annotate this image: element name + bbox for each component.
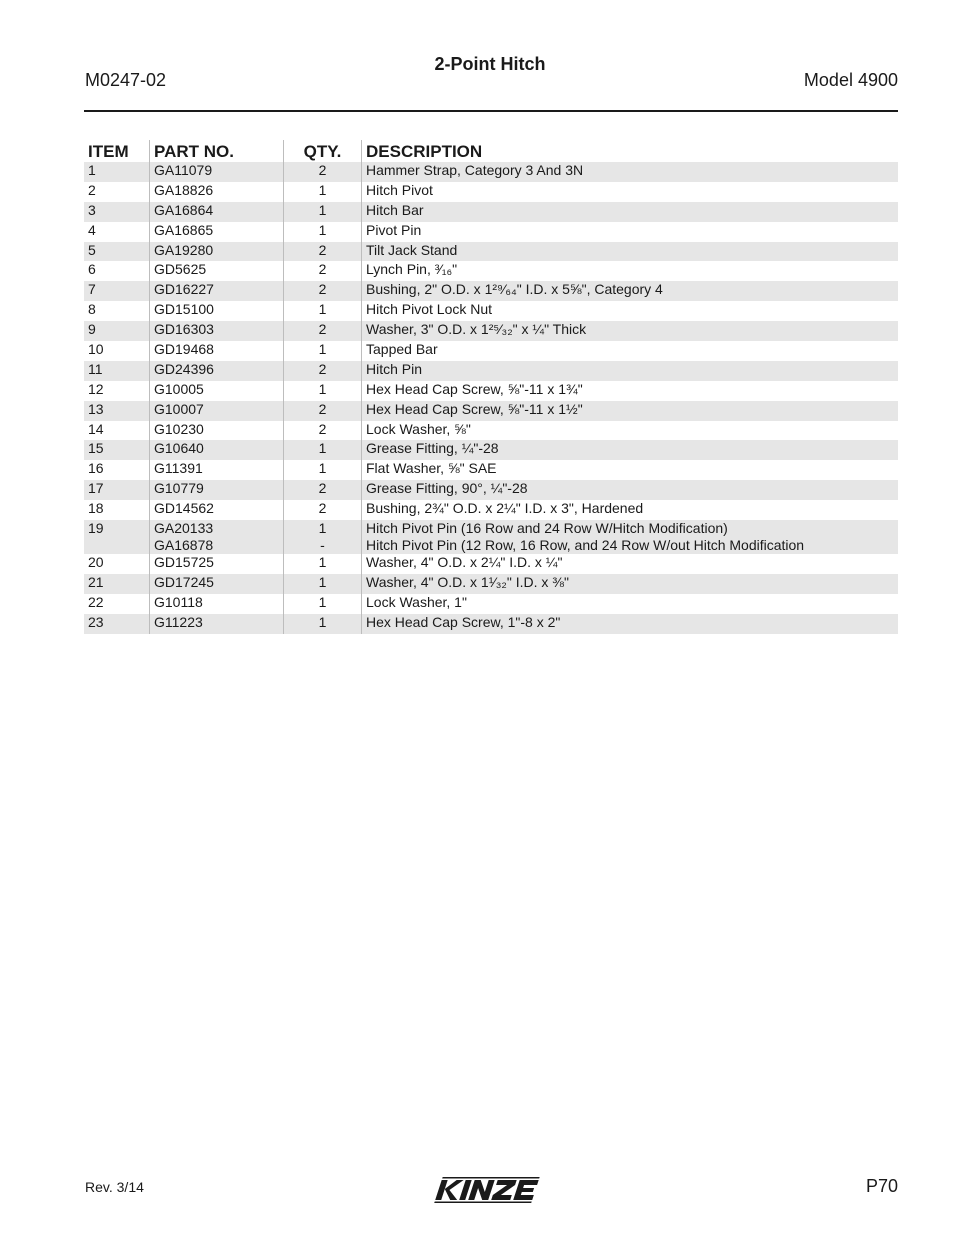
cell-item-value: 20 bbox=[88, 554, 104, 571]
cell-description-value: Hex Head Cap Screw, ⅝"-11 x 1½" bbox=[366, 400, 583, 417]
cell-item bbox=[84, 281, 150, 301]
cell-description bbox=[362, 202, 899, 222]
cell-part-no-value: GD16303 bbox=[154, 321, 214, 338]
cell-part-no bbox=[150, 401, 284, 421]
cell-qty-value: 1 bbox=[318, 520, 327, 537]
cell-part-no-value: GD16227 bbox=[154, 281, 214, 298]
cell-part-no bbox=[150, 421, 284, 441]
table-row bbox=[84, 182, 898, 202]
cell-description-value: Hitch Pin bbox=[366, 360, 423, 377]
cell-item-value: 9 bbox=[88, 321, 96, 338]
cell-part-no-value: G11391 bbox=[154, 460, 203, 477]
cell-qty-value: 2 bbox=[318, 360, 327, 377]
cell-description bbox=[362, 381, 899, 401]
cell-description bbox=[362, 222, 899, 242]
cell-qty-value: 2 bbox=[318, 480, 327, 497]
cell-qty-value: 2 bbox=[318, 162, 327, 178]
cell-description bbox=[362, 281, 899, 301]
cell-part-no bbox=[150, 480, 284, 500]
cell-qty-value: 1 bbox=[318, 554, 327, 571]
cell-qty-value: 1 bbox=[318, 201, 327, 218]
cell-description bbox=[362, 321, 899, 341]
cell-part-no-value: GD19468 bbox=[154, 341, 214, 358]
table-row bbox=[84, 381, 898, 401]
cell-item bbox=[84, 202, 150, 222]
cell-description-value: Tapped Bar bbox=[366, 341, 438, 358]
cell-description bbox=[362, 614, 899, 634]
kinze-logo bbox=[432, 1176, 550, 1204]
cell-qty-value-alt: - bbox=[320, 537, 325, 554]
table-row bbox=[84, 440, 898, 460]
cell-part-no-value-alt: GA16878 bbox=[154, 537, 214, 554]
cell-item-value: 3 bbox=[88, 201, 96, 218]
column-header-part-no: PART NO. bbox=[150, 140, 284, 162]
table-row bbox=[84, 520, 898, 554]
cell-item-value: 1 bbox=[88, 162, 96, 178]
cell-qty-value: 1 bbox=[318, 301, 327, 318]
cell-description-value: Lock Washer, ⅝" bbox=[366, 420, 471, 437]
cell-item bbox=[84, 222, 150, 242]
cell-item bbox=[84, 614, 150, 634]
cell-part-no-value: G10640 bbox=[154, 440, 204, 457]
cell-qty bbox=[284, 500, 362, 520]
cell-part-no-value: G11223 bbox=[154, 613, 203, 630]
table-row bbox=[84, 202, 898, 222]
cell-part-no bbox=[150, 321, 284, 341]
cell-item bbox=[84, 341, 150, 361]
model-label: Model 4900 bbox=[803, 70, 898, 90]
cell-part-no bbox=[150, 361, 284, 381]
cell-item bbox=[84, 361, 150, 381]
cell-part-no-value: GD17245 bbox=[154, 573, 214, 590]
cell-item-value: 6 bbox=[88, 261, 96, 278]
cell-qty bbox=[284, 480, 362, 500]
table-row bbox=[84, 361, 898, 381]
cell-description bbox=[362, 594, 899, 614]
cell-qty bbox=[284, 460, 362, 480]
cell-qty-value: 1 bbox=[318, 460, 327, 477]
cell-item bbox=[84, 500, 150, 520]
cell-description-value: Lock Washer, 1" bbox=[366, 593, 467, 610]
column-header-qty: QTY. bbox=[284, 140, 362, 162]
cell-description bbox=[362, 401, 899, 421]
cell-qty-value: 1 bbox=[318, 341, 327, 358]
cell-part-no-value: GA18826 bbox=[154, 181, 214, 198]
cell-part-no bbox=[150, 574, 284, 594]
cell-item bbox=[84, 381, 150, 401]
header-divider bbox=[84, 110, 898, 112]
cell-item bbox=[84, 460, 150, 480]
table-row bbox=[84, 554, 898, 574]
cell-item-value: 18 bbox=[88, 500, 104, 517]
cell-description-value: Washer, 4" O.D. x 2¼" I.D. x ¼" bbox=[366, 554, 563, 571]
cell-qty bbox=[284, 520, 362, 554]
parts-table-body bbox=[84, 162, 898, 634]
cell-part-no bbox=[150, 554, 284, 574]
cell-item bbox=[84, 594, 150, 614]
cell-description-value: Hitch Pivot Pin (16 Row and 24 Row W/Hitch Modification) bbox=[366, 520, 728, 537]
cell-description bbox=[362, 421, 899, 441]
cell-item-value: 19 bbox=[88, 520, 104, 537]
cell-description bbox=[362, 261, 899, 281]
cell-description-value: Bushing, 2¾" O.D. x 2¼" I.D. x 3", Hardened bbox=[366, 500, 644, 517]
cell-item-value: 8 bbox=[88, 301, 96, 318]
cell-description-value: Lynch Pin, ³⁄₁₆" bbox=[366, 261, 458, 278]
cell-description bbox=[362, 520, 899, 554]
cell-part-no bbox=[150, 460, 284, 480]
document-number: M0247-02 bbox=[85, 70, 167, 90]
cell-qty bbox=[284, 242, 362, 262]
parts-table bbox=[84, 140, 898, 634]
table-row bbox=[84, 594, 898, 614]
cell-description-value: Hex Head Cap Screw, 1"-8 x 2" bbox=[366, 613, 561, 630]
cell-part-no bbox=[150, 242, 284, 262]
cell-item-value: 23 bbox=[88, 613, 104, 630]
cell-qty bbox=[284, 401, 362, 421]
page-number: P70 bbox=[865, 1176, 898, 1196]
cell-qty bbox=[284, 281, 362, 301]
cell-qty bbox=[284, 614, 362, 634]
column-header-description: DESCRIPTION bbox=[362, 140, 899, 162]
cell-item bbox=[84, 321, 150, 341]
cell-part-no bbox=[150, 162, 284, 182]
cell-part-no-value: G10779 bbox=[154, 480, 204, 497]
cell-qty-value: 1 bbox=[318, 593, 327, 610]
cell-item-value: 7 bbox=[88, 281, 96, 298]
cell-description-value: Tilt Jack Stand bbox=[366, 241, 458, 258]
cell-part-no-value: GD14562 bbox=[154, 500, 214, 517]
cell-qty-value: 1 bbox=[318, 380, 327, 397]
cell-qty bbox=[284, 341, 362, 361]
cell-item bbox=[84, 554, 150, 574]
cell-part-no bbox=[150, 341, 284, 361]
cell-item-value: 15 bbox=[88, 440, 104, 457]
cell-item-value: 21 bbox=[88, 573, 104, 590]
cell-qty bbox=[284, 261, 362, 281]
cell-item bbox=[84, 182, 150, 202]
cell-qty bbox=[284, 574, 362, 594]
cell-qty bbox=[284, 321, 362, 341]
cell-description-value: Hitch Pivot bbox=[366, 181, 433, 198]
cell-qty bbox=[284, 202, 362, 222]
cell-description-value: Hitch Pivot Lock Nut bbox=[366, 301, 493, 318]
cell-description-value: Washer, 3" O.D. x 1²⁵⁄₃₂" x ¼" Thick bbox=[366, 321, 587, 338]
cell-description-value: Grease Fitting, 90°, ¼"-28 bbox=[366, 480, 528, 497]
cell-part-no-value: G10230 bbox=[154, 420, 204, 437]
cell-qty-value: 2 bbox=[318, 500, 327, 517]
cell-item bbox=[84, 242, 150, 262]
table-row bbox=[84, 341, 898, 361]
cell-item-value: 4 bbox=[88, 221, 96, 238]
cell-qty-value: 2 bbox=[318, 400, 327, 417]
table-row bbox=[84, 301, 898, 321]
cell-description-value: Hitch Bar bbox=[366, 201, 424, 218]
cell-part-no-value: GD24396 bbox=[154, 360, 214, 377]
table-row bbox=[84, 222, 898, 242]
cell-part-no bbox=[150, 440, 284, 460]
cell-part-no-value: GA20133 bbox=[154, 520, 214, 537]
cell-description bbox=[362, 500, 899, 520]
cell-part-no bbox=[150, 614, 284, 634]
table-row bbox=[84, 500, 898, 520]
cell-part-no bbox=[150, 520, 284, 554]
cell-description bbox=[362, 554, 899, 574]
cell-part-no bbox=[150, 594, 284, 614]
cell-description bbox=[362, 341, 899, 361]
cell-part-no bbox=[150, 202, 284, 222]
cell-qty bbox=[284, 594, 362, 614]
table-row bbox=[84, 574, 898, 594]
cell-description-value: Pivot Pin bbox=[366, 221, 422, 238]
cell-part-no-value: GA11079 bbox=[154, 162, 213, 178]
cell-item-value: 12 bbox=[88, 380, 104, 397]
cell-description-value: Flat Washer, ⅝" SAE bbox=[366, 460, 497, 477]
page-title: 2-Point Hitch bbox=[434, 54, 546, 74]
cell-part-no bbox=[150, 182, 284, 202]
revision-label: Rev. 3/14 bbox=[85, 1179, 144, 1195]
cell-description bbox=[362, 574, 899, 594]
table-row bbox=[84, 242, 898, 262]
column-header-item: ITEM bbox=[88, 142, 129, 161]
cell-part-no bbox=[150, 500, 284, 520]
cell-description-value: Grease Fitting, ¼"-28 bbox=[366, 440, 499, 457]
cell-part-no-value: GA16865 bbox=[154, 221, 214, 238]
cell-description bbox=[362, 182, 899, 202]
cell-qty-value: 1 bbox=[318, 440, 327, 457]
cell-qty bbox=[284, 440, 362, 460]
cell-description-value: Hammer Strap, Category 3 And 3N bbox=[366, 162, 584, 178]
cell-description bbox=[362, 440, 899, 460]
cell-qty bbox=[284, 162, 362, 182]
cell-item-value: 14 bbox=[88, 420, 104, 437]
table-row bbox=[84, 281, 898, 301]
cell-part-no-value: G10007 bbox=[154, 400, 204, 417]
table-row bbox=[84, 614, 898, 634]
cell-description-value: Bushing, 2" O.D. x 1²⁹⁄₆₄" I.D. x 5⅝", Category 4 bbox=[366, 281, 663, 298]
cell-qty bbox=[284, 222, 362, 242]
cell-qty bbox=[284, 361, 362, 381]
cell-part-no-value: G10005 bbox=[154, 380, 204, 397]
table-row bbox=[84, 421, 898, 441]
cell-item bbox=[84, 574, 150, 594]
cell-part-no-value: GD15100 bbox=[154, 301, 214, 318]
cell-part-no-value: GA19280 bbox=[154, 241, 214, 258]
cell-qty-value: 1 bbox=[318, 573, 327, 590]
cell-qty-value: 2 bbox=[318, 261, 327, 278]
cell-item-value: 11 bbox=[88, 360, 103, 377]
table-row bbox=[84, 261, 898, 281]
cell-qty-value: 2 bbox=[318, 241, 327, 258]
cell-qty-value: 2 bbox=[318, 281, 327, 298]
cell-part-no-value: GA16864 bbox=[154, 201, 214, 218]
cell-item bbox=[84, 440, 150, 460]
cell-item-value: 22 bbox=[88, 593, 104, 610]
cell-part-no bbox=[150, 222, 284, 242]
cell-description bbox=[362, 361, 899, 381]
cell-part-no-value: G10118 bbox=[154, 593, 203, 610]
cell-item bbox=[84, 401, 150, 421]
cell-part-no bbox=[150, 381, 284, 401]
table-header-row bbox=[84, 140, 898, 162]
cell-description bbox=[362, 162, 899, 182]
cell-item-value: 16 bbox=[88, 460, 104, 477]
cell-part-no bbox=[150, 261, 284, 281]
cell-item bbox=[84, 480, 150, 500]
cell-part-no-value: GD15725 bbox=[154, 554, 214, 571]
cell-description-value: Washer, 4" O.D. x 1¹⁄₃₂" I.D. x ⅜" bbox=[366, 573, 569, 590]
cell-description bbox=[362, 480, 899, 500]
cell-description-value-alt: Hitch Pivot Pin (12 Row, 16 Row, and 24 Row W/out Hitch Modification bbox=[366, 537, 805, 554]
cell-description bbox=[362, 460, 899, 480]
cell-part-no bbox=[150, 281, 284, 301]
cell-qty bbox=[284, 381, 362, 401]
cell-item bbox=[84, 261, 150, 281]
cell-qty-value: 2 bbox=[318, 321, 327, 338]
cell-item-value: 13 bbox=[88, 400, 104, 417]
cell-item bbox=[84, 421, 150, 441]
cell-description-value: Hex Head Cap Screw, ⅝"-11 x 1¾" bbox=[366, 380, 583, 397]
cell-qty bbox=[284, 421, 362, 441]
cell-item-value: 17 bbox=[88, 480, 104, 497]
table-row bbox=[84, 321, 898, 341]
cell-qty bbox=[284, 554, 362, 574]
cell-description bbox=[362, 242, 899, 262]
cell-qty bbox=[284, 182, 362, 202]
cell-qty bbox=[284, 301, 362, 321]
cell-item-value: 5 bbox=[88, 241, 96, 258]
table-row bbox=[84, 162, 898, 182]
cell-description bbox=[362, 301, 899, 321]
cell-item bbox=[84, 520, 150, 554]
cell-qty-value: 1 bbox=[318, 221, 327, 238]
cell-item-value: 2 bbox=[88, 181, 96, 198]
cell-qty-value: 2 bbox=[318, 420, 327, 437]
cell-qty-value: 1 bbox=[318, 181, 327, 198]
cell-item-value: 10 bbox=[88, 341, 104, 358]
table-row bbox=[84, 401, 898, 421]
kinze-logo-mark bbox=[434, 1177, 539, 1203]
cell-part-no-value: GD5625 bbox=[154, 261, 207, 278]
cell-item bbox=[84, 301, 150, 321]
table-row bbox=[84, 480, 898, 500]
cell-qty-value: 1 bbox=[318, 613, 327, 630]
table-row bbox=[84, 460, 898, 480]
cell-part-no bbox=[150, 301, 284, 321]
cell-item bbox=[84, 162, 150, 182]
